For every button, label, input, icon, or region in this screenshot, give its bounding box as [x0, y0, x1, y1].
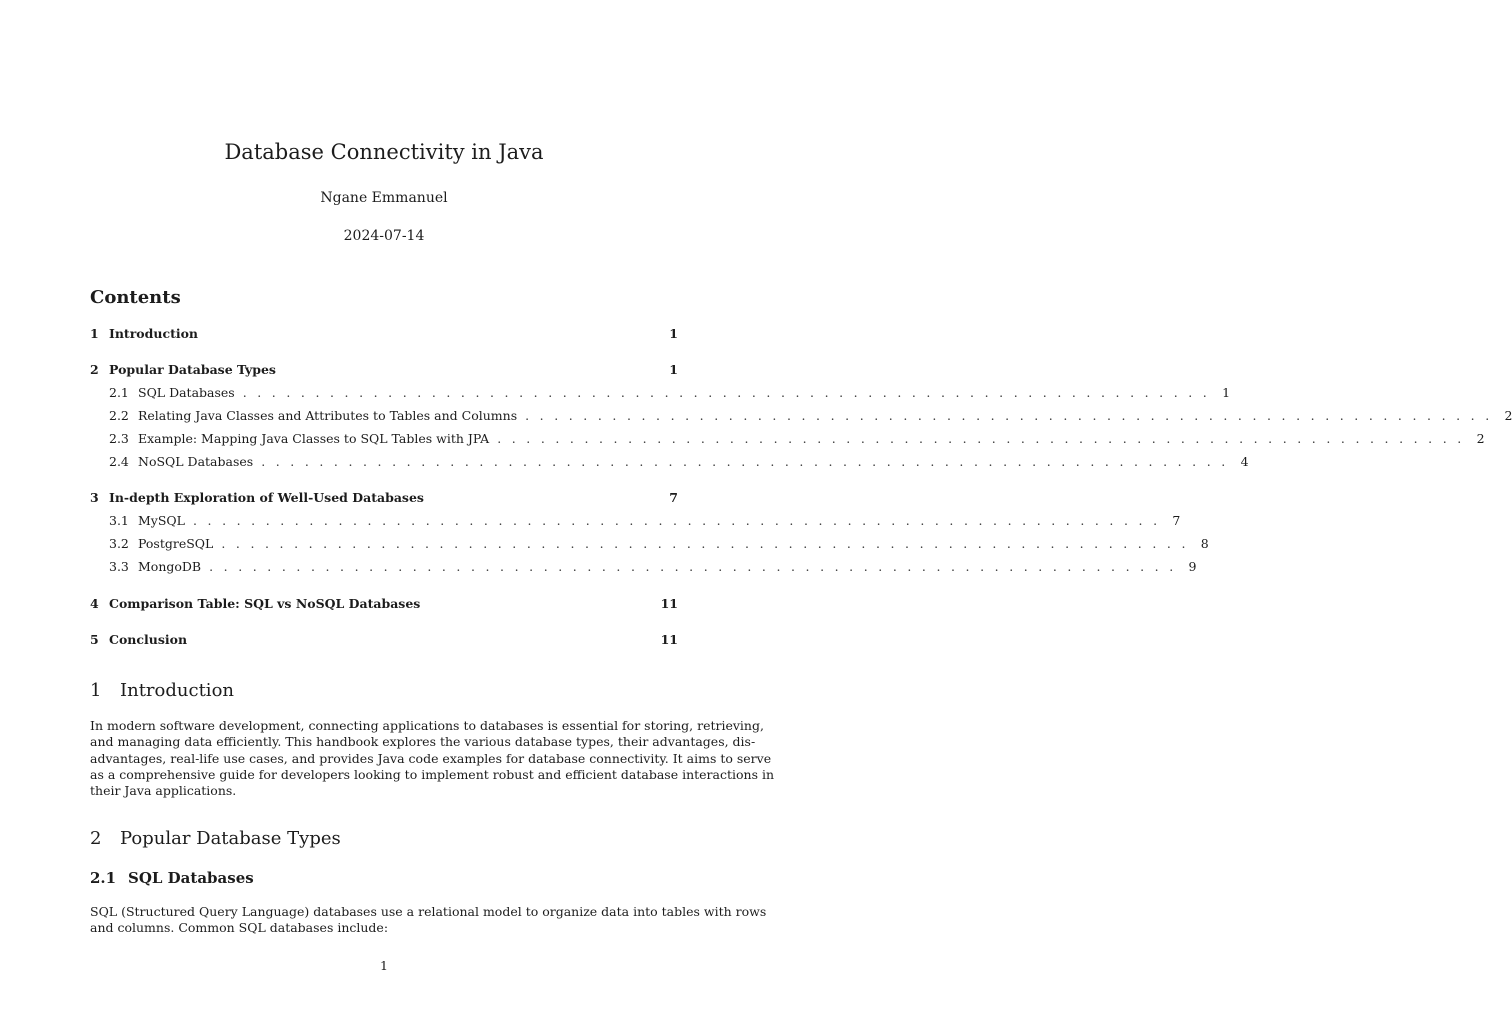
paragraph-line: and managing data efficiently. This handbook explores the various database types, their advantages, dis- [90, 734, 756, 750]
toc-entry-title: Popular Database Types [109, 362, 276, 377]
section-number: 2 [90, 828, 102, 849]
contents-heading: Contents [90, 287, 181, 308]
toc-entry[interactable] [90, 431, 1485, 451]
toc-entry-number: 5 [90, 632, 99, 647]
toc-entry-page: 1 [1222, 385, 1231, 400]
paragraph-line: advantages, real-life use cases, and provides Java code examples for database connectivity. It aims to serve [90, 750, 772, 766]
toc-entry-number: 1 [90, 326, 99, 341]
document-author: Ngane Emmanuel [320, 190, 448, 206]
toc-entry-page: 11 [660, 596, 678, 611]
section-title: Introduction [120, 680, 234, 701]
toc-entry[interactable] [90, 632, 678, 652]
document-title: Database Connectivity in Java [224, 140, 544, 164]
toc-entry[interactable] [90, 454, 1249, 474]
section-number: 1 [90, 680, 102, 701]
toc-entry-page: 1 [669, 326, 678, 341]
toc-entry-page: 9 [1188, 559, 1197, 574]
toc-entry[interactable] [90, 408, 1512, 428]
toc-entry-page: 11 [660, 632, 678, 647]
toc-entry-title: MySQL [138, 513, 185, 528]
toc-entry-number: 3.3 [109, 559, 129, 574]
toc-entry-title: Example: Mapping Java Classes to SQL Tables with JPA [138, 431, 490, 446]
toc-leader-dots: . . . . . . . . . . . . . . . . . . . . . . . . . . . . . . . . . . . . . . . . . . . . . . . . . . . . . . . . . . . . . . . . . . . [525, 408, 1493, 423]
toc-entry-page: 7 [669, 490, 678, 505]
toc-leader-dots: . . . . . . . . . . . . . . . . . . . . . . . . . . . . . . . . . . . . . . . . . . . . . . . . . . . . . . . . . . . . . . . . . . . [221, 536, 1189, 551]
toc-entry-number: 2.2 [109, 408, 129, 423]
toc-leader-dots: . . . . . . . . . . . . . . . . . . . . . . . . . . . . . . . . . . . . . . . . . . . . . . . . . . . . . . . . . . . . . . . . . . . [497, 431, 1465, 446]
toc-entry[interactable] [90, 385, 1231, 405]
paragraph-line: In modern software development, connecting applications to databases is essential for storing, retrieving, [90, 718, 764, 733]
toc-entry-number: 2.4 [109, 454, 129, 469]
toc-entry-number: 2.1 [109, 385, 129, 400]
toc-entry-page: 7 [1172, 513, 1181, 528]
toc-entry-page: 4 [1240, 454, 1249, 469]
toc-entry[interactable] [90, 362, 678, 382]
subsection-number: 2.1 [90, 869, 117, 887]
toc-entry-number: 3.2 [109, 536, 129, 551]
toc-leader-dots: . . . . . . . . . . . . . . . . . . . . . . . . . . . . . . . . . . . . . . . . . . . . . . . . . . . . . . . . . . . . . . . . . . . [192, 513, 1161, 528]
toc-leader-dots: . . . . . . . . . . . . . . . . . . . . . . . . . . . . . . . . . . . . . . . . . . . . . . . . . . . . . . . . . . . . . . . . . . . [209, 559, 1177, 574]
toc-entry[interactable] [90, 326, 678, 346]
section-title: Popular Database Types [120, 828, 341, 849]
toc-entry[interactable] [90, 513, 1181, 533]
toc-entry-title: Introduction [109, 326, 199, 341]
toc-entry-number: 4 [90, 596, 99, 611]
paragraph-line: their Java applications. [90, 783, 237, 799]
section-heading-popular-database-types [90, 828, 341, 849]
document-date: 2024-07-14 [343, 228, 425, 244]
toc-entry-number: 2.3 [109, 431, 129, 446]
paragraph-line: and columns. Common SQL databases include: [90, 920, 389, 936]
toc-entry-page: 1 [669, 362, 678, 377]
toc-entry-title: PostgreSQL [138, 536, 214, 551]
toc-entry-page: 2 [1476, 431, 1485, 446]
toc-entry-number: 3.1 [109, 513, 129, 528]
toc-entry[interactable] [90, 559, 1197, 579]
introduction-paragraph [90, 718, 775, 799]
subsection-heading-sql-databases [90, 869, 254, 887]
toc-entry[interactable] [90, 490, 678, 510]
toc-entry-number: 3 [90, 490, 99, 505]
toc-leader-dots: . . . . . . . . . . . . . . . . . . . . . . . . . . . . . . . . . . . . . . . . . . . . . . . . . . . . . . . . . . . . . . . . . . . [261, 454, 1229, 469]
toc-entry-title: MongoDB [138, 559, 202, 574]
toc-entry-page: 2 [1504, 408, 1512, 423]
sql-databases-paragraph [90, 904, 767, 937]
toc-entry-title: NoSQL Databases [138, 454, 254, 469]
page-number: 1 [380, 958, 388, 973]
toc-entry-title: Comparison Table: SQL vs NoSQL Databases [109, 596, 421, 611]
toc-entry-title: Relating Java Classes and Attributes to Tables and Columns [138, 408, 518, 423]
subsection-title: SQL Databases [128, 869, 254, 887]
section-heading-introduction [90, 680, 234, 701]
toc-entry-title: SQL Databases [138, 385, 235, 400]
toc-entry[interactable] [90, 536, 1209, 556]
toc-entry-title: In-depth Exploration of Well-Used Databases [109, 490, 424, 505]
toc-entry-title: Conclusion [109, 632, 188, 647]
paragraph-line: as a comprehensive guide for developers looking to implement robust and efficient database interactions in [90, 766, 775, 782]
toc-entry-page: 8 [1200, 536, 1209, 551]
toc-entry[interactable] [90, 596, 678, 616]
toc-entry-number: 2 [90, 362, 99, 377]
paragraph-line: SQL (Structured Query Language) databases use a relational model to organize data into tables with rows [90, 904, 767, 919]
toc-leader-dots: . . . . . . . . . . . . . . . . . . . . . . . . . . . . . . . . . . . . . . . . . . . . . . . . . . . . . . . . . . . . . . . . . . . [242, 385, 1211, 400]
